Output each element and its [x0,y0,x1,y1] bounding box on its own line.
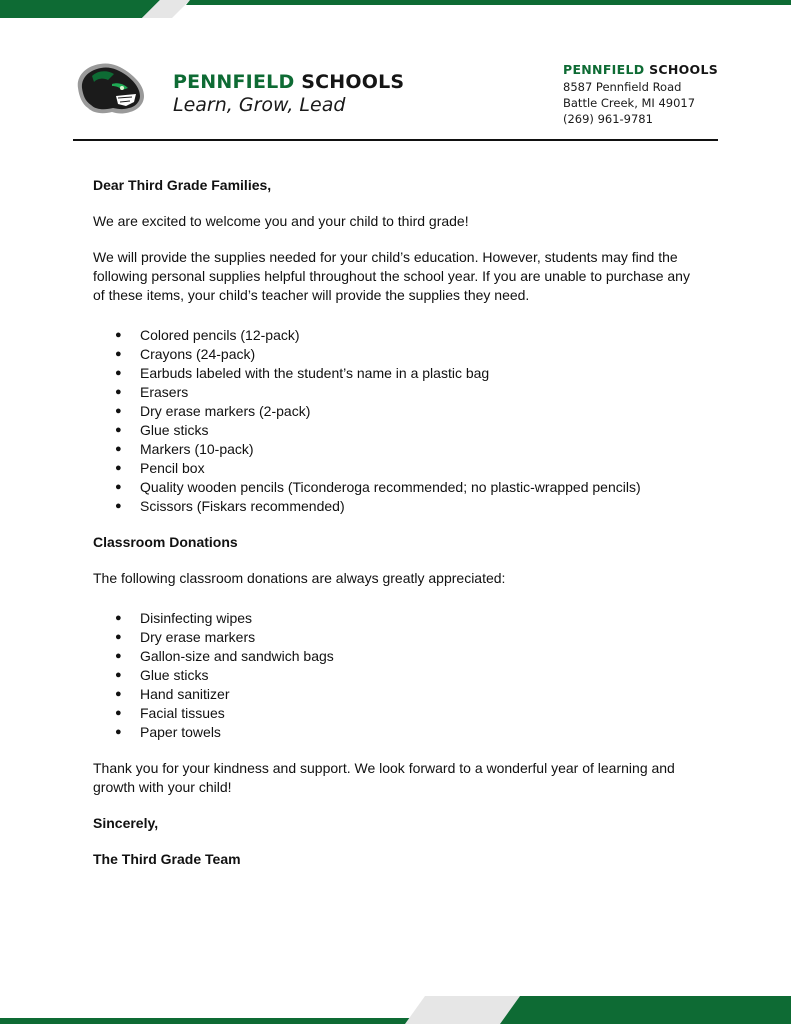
list-item [93,402,703,421]
bullet-icon: ● [115,726,122,738]
list-item [93,478,703,497]
contact-block [563,61,718,127]
list-item-text: Glue sticks [140,422,209,438]
bullet-icon: ● [115,707,122,719]
list-item [93,723,703,742]
top-decorative-band [0,0,791,18]
list-item-text: Paper towels [140,724,221,740]
brand-block [173,70,404,117]
list-item [93,364,703,383]
supplies-list [93,326,703,516]
bullet-icon: ● [115,669,122,681]
list-item [93,326,703,345]
closing-paragraph: Thank you for your kindness and support. We look forward to a wonderful year of learning and growth with your child! [93,760,675,795]
list-item [93,628,703,647]
contact-name-schools: SCHOOLS [649,62,719,77]
phone-number: (269) 961-9781 [563,112,653,126]
list-item [93,440,703,459]
letter-body [93,176,703,886]
bullet-icon: ● [115,462,122,474]
list-item [93,459,703,478]
address-line-1: 8587 Pennfield Road [563,80,682,94]
list-item [93,647,703,666]
brand-name-pennfield: PENNFIELD [173,71,295,93]
welcome-paragraph: We are excited to welcome you and your child to third grade! [93,213,469,229]
panther-head-logo-icon [72,58,148,120]
list-item [93,704,703,723]
list-item [93,421,703,440]
address-line-2: Battle Creek, MI 49017 [563,96,696,110]
list-item-text: Scissors (Fiskars recommended) [140,498,345,514]
brand-tagline: Learn, Grow, Lead [173,94,346,116]
bullet-icon: ● [115,367,122,379]
bullet-icon: ● [115,424,122,436]
list-item [93,383,703,402]
bullet-icon: ● [115,650,122,662]
bullet-icon: ● [115,329,122,341]
list-item-text: Pencil box [140,460,205,476]
contact-name [563,61,718,79]
list-item [93,666,703,685]
brand-name-schools: SCHOOLS [301,71,405,93]
bottom-decorative-band [0,996,791,1024]
list-item-text: Disinfecting wipes [140,610,253,626]
list-item-text: Erasers [140,384,189,400]
donations-list [93,609,703,742]
signature: The Third Grade Team [93,851,241,867]
brand-name [173,70,404,94]
list-item-text: Dry erase markers (2-pack) [140,403,311,419]
bullet-icon: ● [115,500,122,512]
list-item [93,609,703,628]
list-item [93,685,703,704]
bullet-icon: ● [115,386,122,398]
list-item-text: Markers (10-pack) [140,441,254,457]
salutation: Dear Third Grade Families, [93,177,272,193]
intro-paragraph: We will provide the supplies needed for your child’s education. However, students may find the following personal supplies helpful throughout the school year. If you are unable to purchase any of these items, your child’s teacher will provide the supplies they need. [93,249,690,303]
list-item-text: Dry erase markers [140,629,256,645]
bullet-icon: ● [115,443,122,455]
donations-heading: Classroom Donations [93,534,238,550]
bullet-icon: ● [115,631,122,643]
contact-name-pennfield: PENNFIELD [563,62,645,77]
bullet-icon: ● [115,405,122,417]
donations-intro: The following classroom donations are always greatly appreciated: [93,570,506,586]
list-item-text: Earbuds labeled with the student’s name in a plastic bag [140,365,490,381]
bullet-icon: ● [115,688,122,700]
signoff: Sincerely, [93,815,159,831]
list-item-text: Hand sanitizer [140,686,230,702]
list-item-text: Quality wooden pencils (Ticonderoga recommended; no plastic-wrapped pencils) [140,479,641,495]
bullet-icon: ● [115,348,122,360]
list-item-text: Glue sticks [140,667,209,683]
list-item [93,345,703,364]
list-item-text: Colored pencils (12-pack) [140,327,300,343]
list-item [93,497,703,516]
bullet-icon: ● [115,481,122,493]
list-item-text: Crayons (24-pack) [140,346,256,362]
list-item-text: Facial tissues [140,705,225,721]
letterhead-divider [73,139,718,141]
bullet-icon: ● [115,612,122,624]
list-item-text: Gallon-size and sandwich bags [140,648,334,664]
